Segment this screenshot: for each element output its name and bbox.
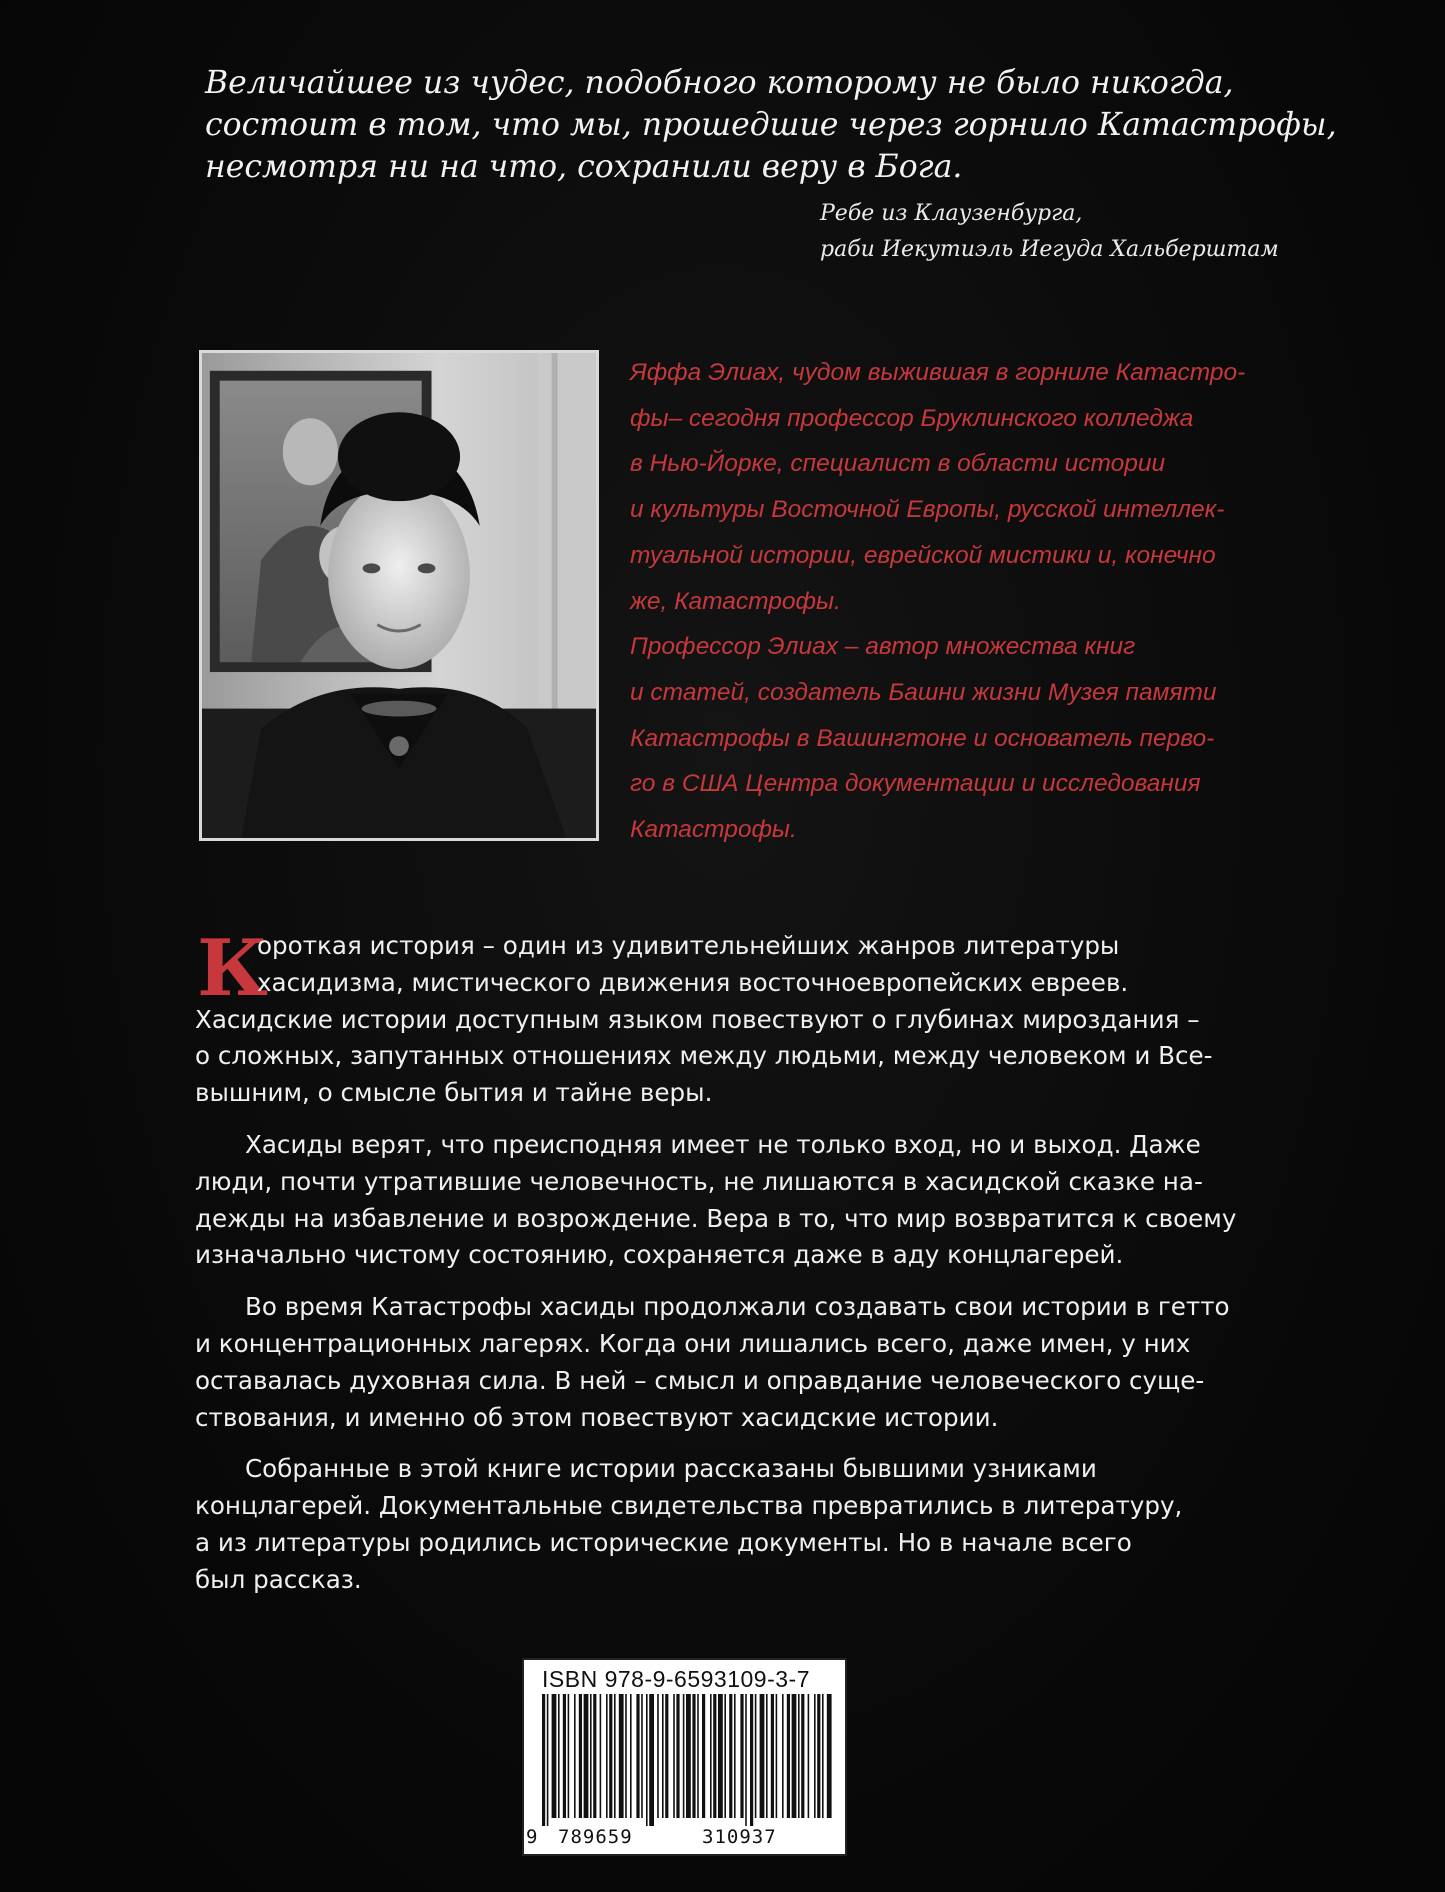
barcode-bar <box>710 1694 712 1818</box>
barcode-bar <box>798 1694 800 1818</box>
barcode-bar <box>630 1694 632 1818</box>
bio-line: и статей, создатель Башни жизни Музея памяти <box>630 678 1217 706</box>
barcode-bar <box>676 1694 679 1818</box>
description-line: концлагерей. Документальные свидетельства превратились в литературу, <box>195 1491 1183 1521</box>
barcode-bar <box>649 1694 654 1826</box>
barcode-bar <box>600 1694 602 1818</box>
bio-line: Катастрофы в Вашингтоне и основатель перво- <box>630 724 1215 752</box>
description-line: хасидизма, мистического движения восточноевропейских евреев. <box>257 967 1129 997</box>
description-line: Во время Катастрофы хасиды продолжали создавать свои истории в гетто <box>245 1292 1230 1322</box>
description-line: вышним, о смысле бытия и тайне веры. <box>195 1078 713 1108</box>
barcode-bar <box>702 1694 705 1818</box>
description-line: ороткая история – один из удивительнейших жанров литературы <box>257 931 1120 960</box>
epigraph-line: несмотря ни на что, сохранили веру в Бога. <box>205 149 963 185</box>
barcode-bar <box>782 1694 784 1818</box>
description-line: люди, почти утратившие человечность, не лишаются в хасидской сказке на- <box>195 1166 1203 1196</box>
bio-line: го в США Центра документации и исследования <box>630 770 1201 798</box>
barcode-bar <box>558 1694 560 1818</box>
barcode-bar <box>665 1694 668 1818</box>
barcode-bar <box>552 1694 557 1818</box>
barcode-bar <box>590 1694 592 1818</box>
author-photo <box>199 350 599 841</box>
barcode-bar <box>614 1694 616 1818</box>
barcode-bar <box>636 1694 639 1818</box>
epigraph-line: Величайшее из чудес, подобного которому не было никогда, <box>205 65 1234 101</box>
description-line: и концентрационных лагерях. Когда они лишались всего, даже имен, у них <box>195 1328 1191 1358</box>
epigraph-attribution <box>820 196 1279 268</box>
barcode-bar <box>792 1694 797 1818</box>
bio-line: Яффа Элиах, чудом выжившая в горниле Катастро- <box>630 359 1246 386</box>
epigraph-line: состоит в том, что мы, прошедшие через горнило Катастрофы, <box>205 107 1337 143</box>
description-line: был рассказ. <box>195 1564 362 1594</box>
barcode-bar <box>606 1694 608 1818</box>
barcode-bar <box>686 1694 691 1818</box>
barcode-bar <box>808 1694 810 1818</box>
barcode-bar <box>755 1694 757 1818</box>
drop-cap: К <box>197 923 268 1014</box>
isbn-barcode <box>522 1658 847 1856</box>
isbn-label: ISBN 978-9-6593109-3-7 <box>542 1666 810 1692</box>
barcode-bar <box>641 1694 643 1818</box>
barcode-bar <box>745 1694 747 1826</box>
barcode-bar <box>734 1694 736 1818</box>
description-line: изначально чистому состоянию, сохраняется даже в аду концлагерей. <box>195 1240 1124 1270</box>
barcode-bar <box>673 1694 675 1818</box>
barcode-bar <box>801 1694 804 1818</box>
barcode-bar <box>729 1694 732 1818</box>
barcode-bar <box>584 1694 589 1818</box>
barcode-bar <box>563 1694 566 1818</box>
barcode-bar <box>579 1694 582 1818</box>
barcode-bar <box>547 1694 549 1826</box>
bio-line: же, Катастрофы. <box>630 587 841 615</box>
description-line: а из литературы родились исторические документы. Но в начале всего <box>195 1527 1132 1557</box>
bio-line: туальной истории, еврейской мистики и, конечно <box>630 541 1216 569</box>
barcode-bar <box>609 1694 612 1818</box>
bio-line: Катастрофы. <box>630 816 797 844</box>
barcode-bar <box>771 1694 774 1818</box>
barcode-bar <box>657 1694 659 1818</box>
attribution-line: Ребе из Клаузенбурга, <box>820 201 1083 226</box>
barcode-bar <box>662 1694 664 1818</box>
bio-line: фы– сегодня профессор Бруклинского колледжа <box>630 404 1194 432</box>
barcode-bar <box>724 1694 726 1818</box>
barcode-digits-left: 789659 <box>558 1826 633 1848</box>
barcode-bar <box>683 1694 685 1818</box>
description-line: о сложных, запутанных отношениях между людьми, между человеком и Все- <box>195 1041 1213 1071</box>
attribution-line: раби Иекутиэль Иегуда Хальберштам <box>820 237 1279 262</box>
bio-line: Профессор Элиах – автор множества книг <box>630 633 1136 661</box>
barcode-bar <box>646 1694 648 1826</box>
barcode-bar <box>817 1694 820 1818</box>
description-line: Собранные в этой книге истории рассказаны бывшими узниками <box>245 1454 1097 1484</box>
barcode-digits-right: 310937 <box>702 1826 777 1848</box>
barcode-bars <box>538 1694 834 1826</box>
description-line: ствования, и именно об этом повествуют хасидские истории. <box>195 1402 999 1432</box>
barcode-bar <box>692 1694 695 1818</box>
bio-line: в Нью-Йорке, специалист в области истории <box>630 450 1166 478</box>
barcode-bar <box>776 1694 778 1818</box>
barcode-bar <box>713 1694 716 1818</box>
barcode-bar <box>697 1694 699 1818</box>
author-bio <box>630 350 1246 853</box>
barcode-digit-first: 9 <box>526 1826 539 1848</box>
author-photo-illustration <box>202 353 596 838</box>
barcode-bar <box>625 1694 627 1818</box>
barcode-bar <box>574 1694 576 1818</box>
barcode-bar <box>822 1694 824 1818</box>
description-line: Хасидские истории доступным языком повествуют о глубинах мироздания – <box>195 1004 1200 1034</box>
barcode-bar <box>814 1694 816 1818</box>
barcode-bar <box>750 1694 753 1826</box>
barcode-bar <box>718 1694 723 1818</box>
barcode-bar <box>766 1694 768 1818</box>
barcode-bar <box>827 1694 832 1818</box>
barcode-bar <box>542 1694 545 1826</box>
barcode-bar <box>619 1694 624 1818</box>
book-description <box>195 923 1237 1599</box>
description-line: дежды на избавление и возрождение. Вера в то, что мир возвратится к своему <box>195 1203 1237 1233</box>
description-line: Хасиды верят, что преисподняя имеет не только вход, но и выход. Даже <box>245 1129 1201 1159</box>
barcode-bar <box>740 1694 743 1818</box>
bio-line: и культуры Восточной Европы, русской интеллек- <box>630 496 1225 524</box>
barcode-bar <box>760 1694 765 1818</box>
epigraph-quote <box>205 62 1337 188</box>
description-line: оставалась духовная сила. В ней – смысл и оправдание человеческого суще- <box>195 1365 1205 1395</box>
barcode-bar <box>568 1694 570 1818</box>
barcode-bar <box>593 1694 596 1818</box>
barcode-bar <box>787 1694 790 1818</box>
